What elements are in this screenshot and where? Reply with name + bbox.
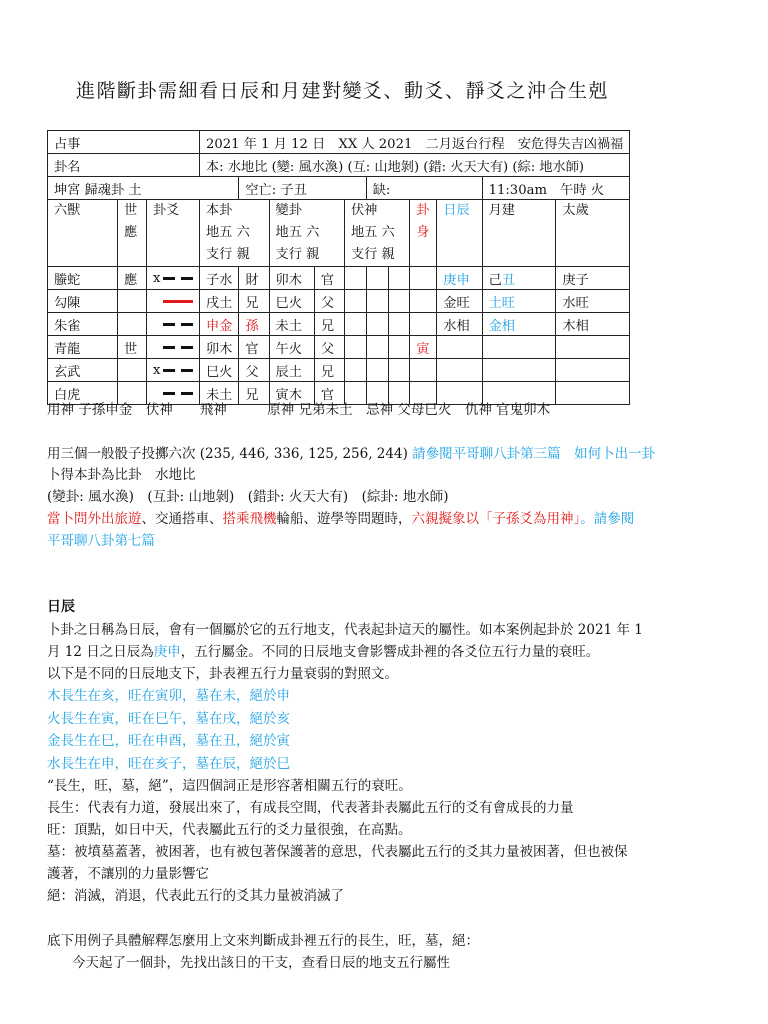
yin-line xyxy=(163,369,193,372)
table-row-zhanshi xyxy=(48,131,630,154)
bengua-line1: 本卦 xyxy=(206,203,233,218)
table-row xyxy=(48,290,630,313)
taisui-cell xyxy=(556,336,630,359)
table-header-row xyxy=(48,200,630,267)
moving-mark: x xyxy=(153,362,161,378)
header-liushou: 六獸 xyxy=(48,200,118,267)
dice-text: 用三個一般骰子投擲六次 (235, 446, 336, 125, 256, 244) xyxy=(47,446,408,462)
section-p1: 卜卦之日稱為日辰，會有一個屬於它的五行地支，代表起卦這天的屬性。如本案例起卦於 2021 年 1 xyxy=(47,622,643,638)
moving-mark: x xyxy=(153,270,161,286)
bengua-zhi-cell: 未土 xyxy=(200,382,239,405)
ship-text: 輪船、遊學等問題時， xyxy=(276,511,412,527)
yuejian-cell xyxy=(482,336,556,359)
biangua-zhi-cell: 辰土 xyxy=(269,359,314,382)
section-p7: 墓：被墳墓蓋著，被困著，也有被包著保護著的意思，代表屬此五行的爻其力量被困著，但也被保 xyxy=(47,844,628,860)
biangua-qin-cell: 兄 xyxy=(314,359,344,382)
section-p5: 長生：代表有力道，發展出來了，有成長空間，代表著卦表屬此五行的爻有會成長的力量 xyxy=(47,800,574,816)
yang-line-moving xyxy=(163,300,193,303)
reference-link-3[interactable]: 請參閱平哥聊八卦第三篇 如何卜出一卦 xyxy=(412,446,656,462)
yuejian-text: 土旺 xyxy=(488,295,515,311)
biangua-qin-cell: 官 xyxy=(314,382,344,405)
yuejian-cell xyxy=(482,267,556,290)
guashen-cell xyxy=(410,290,437,313)
fushen-line1: 伏神 xyxy=(350,203,378,218)
table-row-palace xyxy=(48,177,630,200)
time-cell: 11:30am 午時 火 xyxy=(482,177,630,200)
section-p8: 護著，不讓別的力量影響它 xyxy=(47,866,209,882)
yao-cell xyxy=(147,290,200,313)
intro-line3: (變卦: 風水渙) (互卦: 山地剝) (錯卦: 火天大有) (綜卦: 地水師) xyxy=(47,489,449,505)
yin-line xyxy=(163,323,193,326)
header-bengua xyxy=(200,200,270,267)
yuejian-cell xyxy=(482,290,556,313)
fushen-cell-2 xyxy=(366,313,388,336)
fushen-cell-1 xyxy=(344,313,366,336)
fushen-line3: 支行 親 xyxy=(350,247,395,262)
intro-line2: 卜得本卦為比卦 水地比 xyxy=(47,467,196,483)
yongshen-text: 六親擬象以「子孫爻為用神」 xyxy=(411,511,581,527)
label-zhanshi: 占事 xyxy=(48,131,200,154)
section-p9: 絕：消滅，消退，代表此五行的爻其力量被消滅了 xyxy=(47,888,344,904)
bengua-qin-cell: 官 xyxy=(239,336,269,359)
yao-cell xyxy=(147,336,200,359)
yuejian-cell xyxy=(482,359,556,382)
guashen-cell xyxy=(410,359,437,382)
biangua-qin-cell: 父 xyxy=(314,336,344,359)
biangua-zhi-cell: 卯木 xyxy=(269,267,314,290)
fushen-cell-1 xyxy=(344,267,366,290)
header-fushen xyxy=(344,200,409,267)
fushen-cell-3 xyxy=(388,290,410,313)
bengua-line3: 支行 親 xyxy=(206,247,250,262)
kongwang-cell: 空亡: 子丑 xyxy=(239,177,366,200)
fushen-cell-2 xyxy=(366,267,388,290)
bengua-qin-cell: 兄 xyxy=(239,290,269,313)
section-p2 xyxy=(47,642,599,663)
yin-line xyxy=(163,346,193,349)
richen-cell: 庚申 xyxy=(437,267,482,290)
biangua-zhi-cell: 午火 xyxy=(269,336,314,359)
fushen-cell-2 xyxy=(366,290,388,313)
bengua-line2: 地五 六 xyxy=(206,225,250,240)
table-row xyxy=(48,359,630,382)
yin-line xyxy=(163,277,193,280)
fushen-cell-1 xyxy=(344,336,366,359)
header-guayao: 卦爻 xyxy=(147,200,200,267)
bengua-zhi-cell: 申金 xyxy=(200,313,239,336)
guashen-cell: 寅 xyxy=(410,336,437,359)
header-biangua xyxy=(269,200,344,267)
bengua-zhi-cell: 戌土 xyxy=(200,290,239,313)
value-guaming: 本: 水地比 (變: 風水渙) (互: 山地剝) (錯: 火天大有) (綜: 地水師) xyxy=(200,154,630,177)
p2-part-a: 月 12 日之日辰為 xyxy=(47,644,154,660)
p2-gengshen: 庚申 xyxy=(153,644,181,660)
p2-part-c: ，五行屬金。不同的日辰地支會影響成卦裡的各爻位五行力量的衰旺。 xyxy=(180,644,600,660)
bengua-qin-cell: 財 xyxy=(239,267,269,290)
biangua-qin-cell: 父 xyxy=(314,290,344,313)
bengua-zhi-cell: 卯木 xyxy=(200,336,239,359)
header-yuejian: 月建 xyxy=(482,200,556,267)
bengua-qin-cell: 孫 xyxy=(239,313,269,336)
shiying-cell: 世 xyxy=(118,336,147,359)
taisui-cell xyxy=(556,382,630,405)
bengua-zhi-cell: 巳火 xyxy=(200,359,239,382)
richen-cell: 水相 xyxy=(437,313,482,336)
shiying-cell: 應 xyxy=(118,267,147,290)
taisui-cell: 水旺 xyxy=(556,290,630,313)
yao-cell xyxy=(147,267,200,290)
reference-link-7b[interactable]: 平哥聊八卦第七篇 xyxy=(47,533,155,549)
biangua-zhi-cell: 寅木 xyxy=(269,382,314,405)
table-row xyxy=(48,313,630,336)
shiying-cell xyxy=(118,313,147,336)
traffic-text: 、交通搭車、 xyxy=(141,511,223,527)
fushen-cell-2 xyxy=(366,336,388,359)
intro-line4 xyxy=(47,509,634,530)
biangua-zhi-cell: 巳火 xyxy=(269,290,314,313)
header-shiying: 世應 xyxy=(118,200,147,267)
richen-cell xyxy=(437,359,482,382)
yao-cell xyxy=(147,359,200,382)
plane-text: 搭乘飛機 xyxy=(222,511,277,527)
biangua-line3: 支行 親 xyxy=(275,247,320,262)
intro-line1 xyxy=(47,444,655,465)
taisui-cell: 庚子 xyxy=(556,267,630,290)
changsheng-wood: 木長生在亥，旺在寅卯，墓在未，絕於申 xyxy=(47,688,290,704)
palace-cell: 坤宮 歸魂卦 土 xyxy=(48,177,239,200)
header-richen: 日辰 xyxy=(437,200,482,267)
liushou-cell: 白虎 xyxy=(48,382,118,405)
changsheng-metal: 金長生在巳，旺在申酉，墓在丑，絕於寅 xyxy=(47,733,290,749)
fushen-cell-3 xyxy=(388,267,410,290)
bengua-qin-cell: 兄 xyxy=(239,382,269,405)
guashen-cell xyxy=(410,313,437,336)
section-p11: 今天起了一個卦，先找出該日的干支，查看日辰的地支五行屬性 xyxy=(72,955,450,971)
changsheng-fire: 火長生在寅，旺在巳午，墓在戌，絕於亥 xyxy=(47,711,290,727)
section-p3: 以下是不同的日辰地支下，卦表裡五行力量衰弱的對照文。 xyxy=(47,666,398,682)
bengua-qin-cell: 父 xyxy=(239,359,269,382)
header-guashen: 卦身 xyxy=(410,200,437,267)
section-p4: “長生，旺，墓，絕”，這四個詞正是形容著相關五行的衰旺。 xyxy=(47,778,412,794)
header-taisui: 太歲 xyxy=(556,200,630,267)
liushou-cell: 青龍 xyxy=(48,336,118,359)
richen-cell xyxy=(437,336,482,359)
bengua-zhi-cell: 子水 xyxy=(200,267,239,290)
table-row-guaming xyxy=(48,154,630,177)
table-row xyxy=(48,336,630,359)
que-cell: 缺: xyxy=(366,177,482,200)
yin-line xyxy=(163,392,193,395)
travel-text: 當卜問外出旅遊 xyxy=(47,511,142,527)
liushou-cell: 朱雀 xyxy=(48,313,118,336)
taisui-cell xyxy=(556,359,630,382)
biangua-line2: 地五 六 xyxy=(275,225,320,240)
shiying-cell xyxy=(118,359,147,382)
reference-link-7a[interactable]: 。請參閱 xyxy=(580,511,635,527)
fushen-cell-2 xyxy=(366,359,388,382)
fushen-line2: 地五 六 xyxy=(350,225,395,240)
biangua-zhi-cell: 未土 xyxy=(269,313,314,336)
section-p10: 底下用例子具體解釋怎麼用上文來判斷成卦裡五行的長生，旺，墓，絕： xyxy=(47,933,479,949)
value-zhanshi: 2021 年 1 月 12 日 XX 人 2021 二月返台行程 安危得失吉凶禍福 xyxy=(200,131,630,154)
page-title: 進階斷卦需細看日辰和月建對變爻、動爻、靜爻之沖合生剋 xyxy=(76,80,610,102)
richen-cell: 金旺 xyxy=(437,290,482,313)
fushen-cell-1 xyxy=(344,359,366,382)
shen-summary: 用神 子孫申金 伏神 飛神 原神 兄弟未土 忌神 父母巳火 仇神 官鬼卯木 xyxy=(47,402,551,418)
yao-cell xyxy=(147,313,200,336)
section-heading: 日辰 xyxy=(47,599,75,615)
table-row xyxy=(48,267,630,290)
fushen-cell-3 xyxy=(388,313,410,336)
liushou-cell: 勾陳 xyxy=(48,290,118,313)
hexagram-table xyxy=(47,130,630,405)
yuejian-text: 丑 xyxy=(501,272,515,288)
taisui-cell: 木相 xyxy=(556,313,630,336)
liushou-cell: 螣蛇 xyxy=(48,267,118,290)
yuejian-cell xyxy=(482,313,556,336)
yuejian-text: 金相 xyxy=(488,318,515,334)
section-p6: 旺：頂點，如日中天，代表屬此五行的爻力量很強，在高點。 xyxy=(47,822,412,838)
biangua-qin-cell: 官 xyxy=(314,267,344,290)
yuejian-text: 己 xyxy=(488,272,502,288)
biangua-line1: 變卦 xyxy=(275,203,302,218)
guashen-cell xyxy=(410,267,437,290)
liushou-cell: 玄武 xyxy=(48,359,118,382)
fushen-cell-3 xyxy=(388,336,410,359)
fushen-cell-3 xyxy=(388,359,410,382)
biangua-qin-cell: 兄 xyxy=(314,313,344,336)
changsheng-water: 水長生在申，旺在亥子，墓在辰，絕於巳 xyxy=(47,756,290,772)
shiying-cell xyxy=(118,290,147,313)
label-guaming: 卦名 xyxy=(48,154,200,177)
fushen-cell-1 xyxy=(344,290,366,313)
